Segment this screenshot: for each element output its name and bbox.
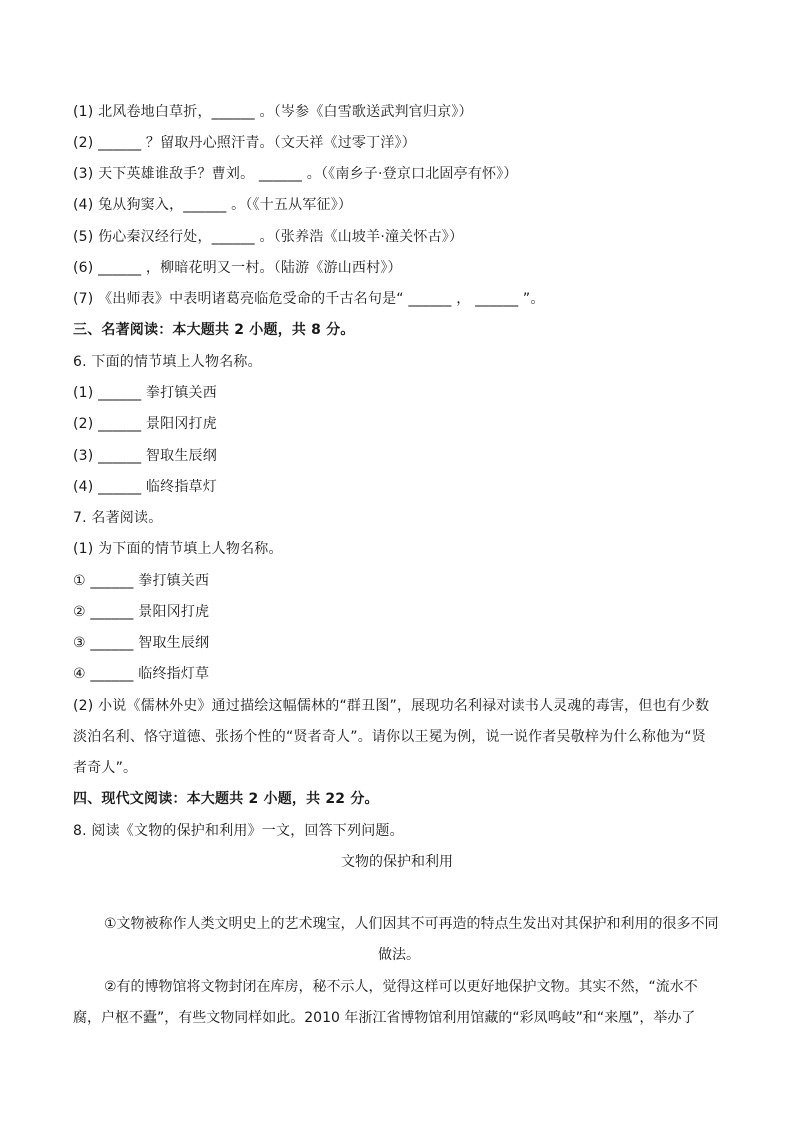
article-paragraph-1-line-1: ①文物被称作人类文明史上的艺术瑰宝，人们因其不可再造的特点生发出对其保护和利用的很多不同 [104, 916, 719, 932]
q7-subquestion-2-line-3: 者奇人”。 [73, 760, 138, 776]
poetry-item-7: (7) 《出师表》中表明诸葛亮临危受命的千古名句是“ ______ ， ______ ”。 [73, 291, 545, 307]
q6-item-1: (1) ______ 拳打镇关西 [73, 385, 217, 401]
question-7-stem: 7. 名著阅读。 [73, 510, 163, 526]
q6-item-4: (4) ______ 临终指草灯 [73, 479, 217, 495]
article-paragraph-2-line-2: 腐，户枢不蠹”，有些文物同样如此。2010 年浙江省博物馆利用馆藏的“彩凤鸣岐”和“来凰”，举办了 [73, 1010, 696, 1026]
section-4-header: 四、现代文阅读：本大题共 2 小题，共 22 分。 [73, 791, 379, 807]
q7-item-1: ① ______ 拳打镇关西 [73, 573, 210, 589]
q6-item-2: (2) ______ 景阳冈打虎 [73, 416, 217, 432]
q7-item-2: ② ______ 景阳冈打虎 [73, 604, 210, 620]
poetry-item-1: (1) 北风卷地白草折，______ 。（岑参《白雪歌送武判官归京》） [73, 104, 473, 120]
article-title: 文物的保护和利用 [341, 854, 453, 870]
poetry-item-6: (6) ______ ，柳暗花明又一村。（陆游《游山西村》） [73, 260, 402, 276]
question-8-stem: 8. 阅读《文物的保护和利用》一文，回答下列问题。 [73, 823, 404, 839]
q7-subquestion-2-line-2: 淡泊名利、恪守道德、张扬个性的“贤者奇人”。请你以王冕为例，说一说作者吴敬梓为什么称他为“贤 [73, 729, 706, 745]
poetry-item-4: (4) 兔从狗窦入，______ 。（《十五从军征》） [73, 197, 353, 213]
q6-item-3: (3) ______ 智取生辰纲 [73, 448, 217, 464]
q7-subquestion-2-line-1: (2) 小说《儒林外史》通过描绘这幅儒林的“群丑图”，展现功名利禄对读书人灵魂的毒害，但也有少数 [73, 698, 710, 714]
poetry-item-2: (2) ______ ？留取丹心照汗青。（文天祥《过零丁洋》） [73, 135, 416, 151]
article-paragraph-2-line-1: ②有的博物馆将文物封闭在库房，秘不示人，觉得这样可以更好地保护文物。其实不然，“流水不 [104, 979, 698, 995]
q7-subquestion-1: (1) 为下面的情节填上人物名称。 [73, 541, 283, 557]
section-3-header: 三、名著阅读：本大题共 2 小题，共 8 分。 [73, 322, 355, 338]
q7-item-4: ④ ______ 临终指灯草 [73, 666, 210, 682]
article-paragraph-1-line-2: 做法。 [378, 947, 420, 963]
q7-item-3: ③ ______ 智取生辰纲 [73, 635, 210, 651]
poetry-item-5: (5) 伤心秦汉经行处，______ 。（张养浩《山坡羊·潼关怀古》） [73, 229, 464, 245]
question-6-stem: 6. 下面的情节填上人物名称。 [73, 354, 262, 370]
poetry-item-3: (3) 天下英雄谁敌手？曹刘。 ______ 。（《南乡子·登京口北固亭有怀》） [73, 166, 518, 182]
